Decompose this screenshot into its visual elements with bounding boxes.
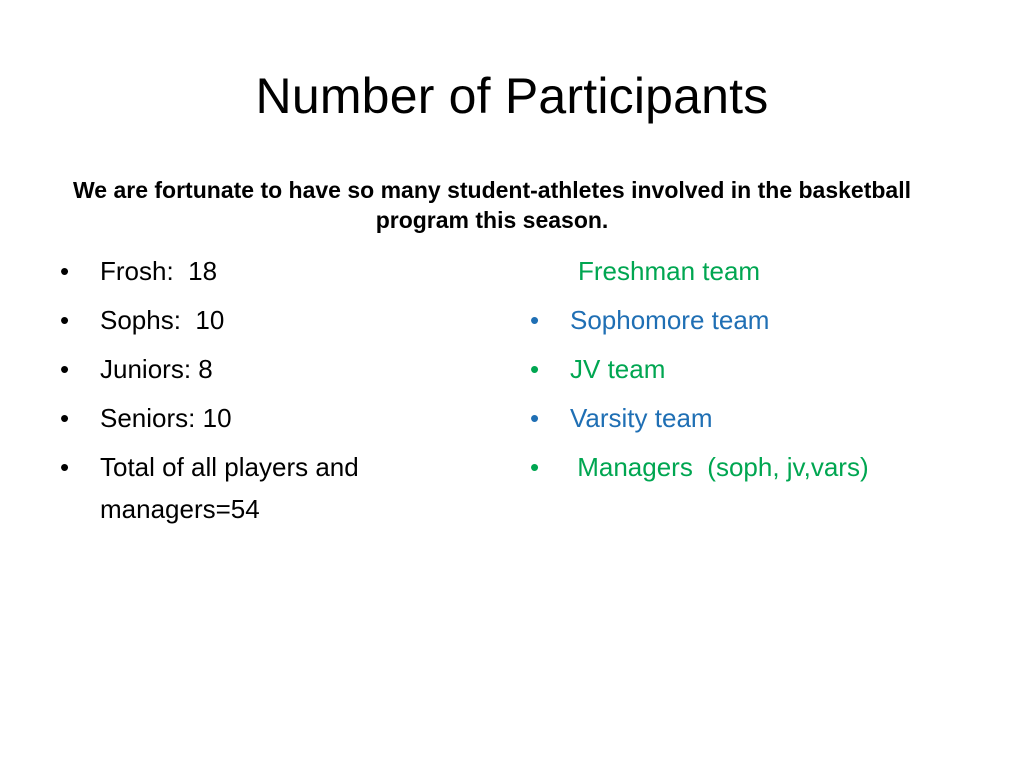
list-item-seniors [60,397,480,439]
list-item-text: Seniors: 10 [100,403,232,433]
list-item-text: Sophomore team [570,305,770,335]
bullet: • [60,305,70,335]
list-item-text: Sophs: 10 [100,305,225,335]
bullet: • [530,305,540,335]
list-item-text: Juniors: 8 [100,354,213,384]
list-item-frosh [60,250,480,292]
list-item-text: Total of all players and managers=54 [100,452,359,524]
bullet: • [60,256,70,286]
list-item-text: Freshman team [578,256,761,286]
list-item-text: Varsity team [570,403,713,433]
list-item-managers [530,446,970,488]
list-item-text: Managers (soph, jv,vars) [570,452,869,482]
bullet: • [60,452,70,482]
slide-title: Number of Participants [255,68,769,124]
bullet: • [530,354,540,384]
class-counts-list [60,250,480,537]
bullet: • [60,354,70,384]
bullet: • [60,403,70,433]
list-item-freshman-team [530,250,970,292]
list-item-jv-team [530,348,970,390]
list-item-juniors [60,348,480,390]
list-item-varsity-team [530,397,970,439]
slide-subtitle: We are fortunate to have so many student-athletes involved in the basketball program this season. [73,177,911,233]
list-item-text: Frosh: 18 [100,256,218,286]
list-item-total [60,446,480,530]
team-list [530,250,970,495]
list-item-sophomore-team [530,299,970,341]
list-item-text: JV team [570,354,666,384]
bullet: • [530,452,540,482]
list-item-sophs [60,299,480,341]
bullet: • [530,403,540,433]
